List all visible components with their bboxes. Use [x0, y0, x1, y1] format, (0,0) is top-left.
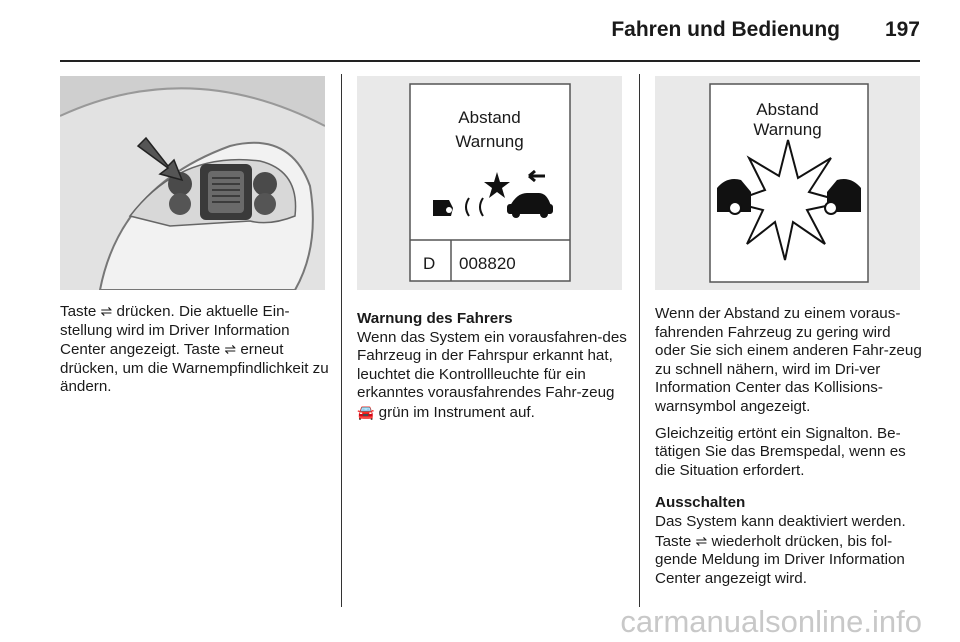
- page-header: [0, 0, 960, 60]
- page-number: 197: [884, 18, 920, 41]
- vehicle-ahead-icon: 🚘: [357, 403, 375, 420]
- chapter-title: Fahren und Bedienung: [611, 18, 840, 41]
- col2-text-b: grün im Instrument auf.: [378, 403, 535, 421]
- col3-paragraph-2: Gleichzeitig ertönt ein Signalton. Be-tätigen Sie das Bremspedal, wenn es die Situation erfordert.: [655, 424, 906, 479]
- collision-warning-figure: [655, 76, 920, 290]
- panel-line1: Abstand: [458, 108, 521, 127]
- section-heading-driver-warning: Warnung des Fahrers: [357, 310, 513, 327]
- section-heading-switch-off: Ausschalten: [655, 494, 746, 512]
- col1-text-a: Taste: [60, 303, 97, 320]
- distance-warning-figure: [357, 76, 622, 290]
- big-panel-line1: Abstand: [756, 100, 819, 119]
- column-1-text: [60, 302, 330, 405]
- col1-text-b: drücken. Die aktuelle Ein-stellung wird im Driver Information Center angezeigt. Taste: [60, 303, 290, 359]
- col3-paragraph-1: Wenn der Abstand zu einem voraus-fahrenden Fahrzeug zu gering wird oder Sie sich einem anderen Fahr-zeug zu schnell nähern, wird im Dri-ver Information Center das Kollisions-warnsymbol angezeigt.: [655, 305, 922, 415]
- distance-button-icon-3: ⇌: [695, 532, 708, 549]
- column-divider-2: [639, 74, 640, 607]
- steering-wheel-figure: [60, 76, 325, 290]
- panel-line2: Warnung: [455, 132, 524, 151]
- figure-code-letter: D: [423, 254, 436, 273]
- col3-text-b: wiederholt drücken, bis fol-gende Meldung im Driver Information Center angezeigt wird.: [655, 532, 905, 587]
- steering-wheel-icon: [60, 76, 325, 290]
- big-panel-line2: Warnung: [753, 120, 822, 139]
- header-divider: [60, 60, 920, 62]
- figure-code-number: 008820: [459, 254, 516, 273]
- col1-text-c: erneut drücken, um die Warnempfindlichkeit zu ändern.: [60, 341, 329, 396]
- col2-text-a: Wenn das System ein vorausfahren-des Fahrzeug in der Fahrspur erkannt hat, leuchtet die Kontrollleuchte für ein erkanntes vorausfahrendes Fahr-zeug: [357, 328, 627, 402]
- column-2-text: [357, 310, 629, 431]
- distance-button-icon: ⇌: [100, 303, 113, 319]
- column-divider-1: [341, 74, 342, 607]
- distance-button-icon-2: ⇌: [224, 341, 237, 358]
- col3-text-a: Das System kann deaktiviert werden. Taste: [655, 512, 906, 550]
- column-3-text: [655, 305, 925, 596]
- watermark: carmanualsonline.info: [620, 604, 922, 639]
